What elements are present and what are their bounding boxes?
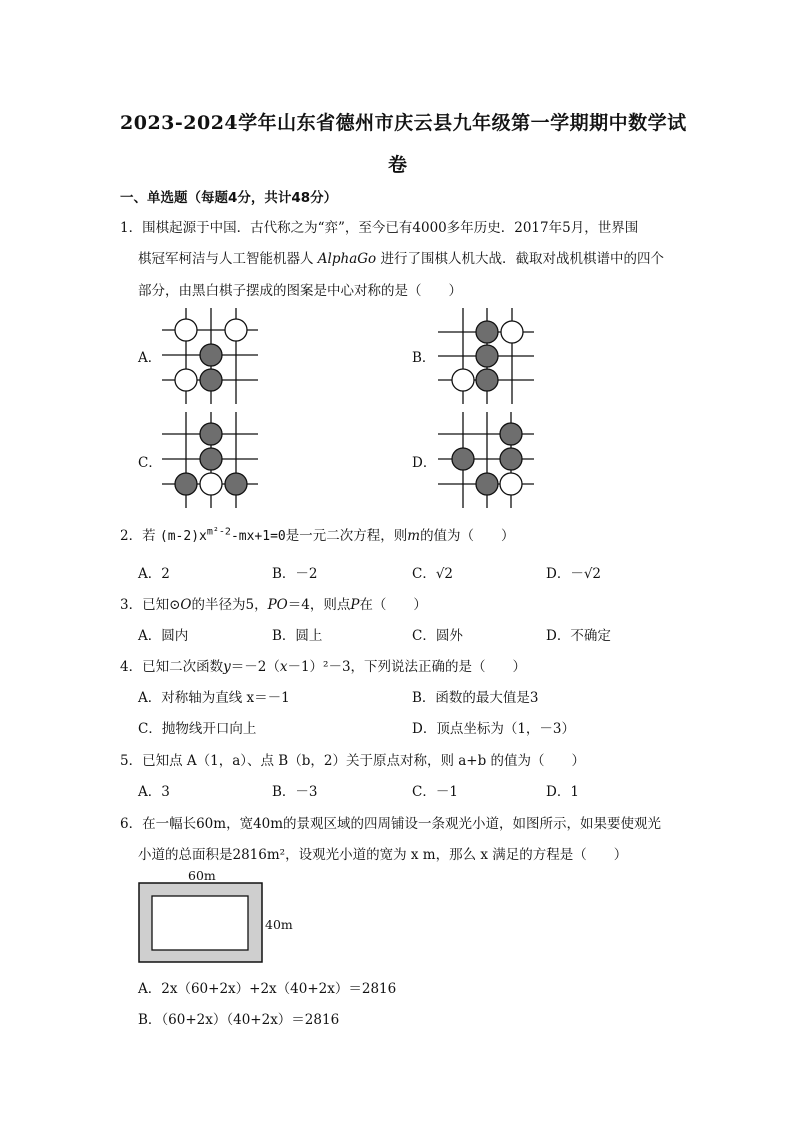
q2-option-d[interactable]: D．－√2	[546, 566, 602, 582]
q3-d: 在（ ）	[359, 597, 427, 613]
q3-option-d[interactable]: D．不确定	[546, 628, 611, 644]
q3-o: O	[180, 597, 192, 613]
white-stone	[500, 473, 522, 495]
q4-option-c[interactable]: C．抛物线开口向上	[138, 721, 257, 737]
black-stone	[452, 448, 474, 470]
q3-stem	[120, 593, 427, 613]
q5-option-d[interactable]: D．1	[546, 784, 579, 800]
go-board-a	[162, 308, 258, 404]
q5-option-c[interactable]: C．－1	[412, 784, 458, 800]
q2-stem	[120, 524, 515, 544]
go-board-d	[438, 412, 534, 508]
q2-eq-rest: -mx+1=0	[230, 529, 286, 544]
q6-line2: 小道的总面积是2816m²，设观光小道的宽为 x m，那么 x 满足的方程是（ ）	[138, 847, 628, 863]
q1-line2-c: 进行了围棋人机大战．截取对战机棋谱中的四个	[376, 251, 664, 267]
q2-eq-exp: m²-2	[206, 526, 231, 538]
white-stone	[452, 369, 474, 391]
black-stone	[476, 473, 498, 495]
q4-y: y	[223, 659, 231, 675]
white-stone	[501, 321, 523, 343]
q5-option-b[interactable]: B．－3	[272, 784, 318, 800]
black-stone	[476, 369, 498, 391]
black-stone	[500, 423, 522, 445]
q6-line1: 6．在一幅长60m，宽40m的景观区域的四周铺设一条观光小道，如图所示，如果要使观光	[120, 816, 662, 832]
q2-suffix-b: 的值为（ ）	[420, 528, 515, 544]
white-stone	[175, 319, 197, 341]
black-stone	[476, 345, 498, 367]
page-title-cont: 卷	[388, 154, 408, 176]
q2-option-b[interactable]: B．－2	[272, 566, 318, 582]
q1-option-d-label[interactable]: D．	[412, 455, 437, 471]
black-stone	[200, 369, 222, 391]
q1-option-c-label[interactable]: C．	[138, 455, 162, 471]
q6-fig-right-label: 40m	[265, 917, 293, 932]
q4-option-b[interactable]: B．函数的最大值是3	[412, 690, 539, 706]
go-board-b	[438, 308, 534, 404]
black-stone	[200, 423, 222, 445]
page-title: 2023-2024学年山东省德州市庆云县九年级第一学期期中数学试	[120, 112, 687, 134]
q4-option-a[interactable]: A．对称轴为直线 x＝－1	[138, 690, 290, 706]
q2-suffix-a: 是一元二次方程，则	[285, 528, 408, 544]
q3-option-b[interactable]: B．圆上	[272, 628, 323, 644]
q3-a: 3．已知⊙	[120, 597, 181, 613]
q2-equation	[159, 526, 286, 544]
q2-var-m: m	[407, 528, 421, 544]
black-stone	[225, 473, 247, 495]
q4-a: 4．已知二次函数	[120, 659, 224, 675]
section-header: 一、单选题（每题4分，共计48分）	[120, 190, 338, 206]
q3-option-a[interactable]: A．圆内	[138, 628, 189, 644]
white-stone	[200, 473, 222, 495]
q2-eq-base: (m-2)x	[159, 529, 207, 544]
q3-po: PO	[267, 597, 288, 613]
q5-stem: 5．已知点 A（1，a）、点 B（b，2）关于原点对称，则 a+b 的值为（ ）	[120, 753, 586, 769]
q2-prefix: 2．若	[120, 528, 156, 544]
black-stone	[476, 321, 498, 343]
q1-line2	[138, 247, 664, 267]
black-stone	[500, 448, 522, 470]
q4-option-d[interactable]: D．顶点坐标为（1，－3）	[412, 721, 576, 737]
q1-alphago: AlphaGo	[317, 251, 377, 267]
q2-option-c[interactable]: C．√2	[412, 566, 454, 582]
white-stone	[225, 319, 247, 341]
q4-c: －1）²－3，下列说法正确的是（ ）	[287, 659, 527, 675]
q1-option-b-label[interactable]: B．	[412, 350, 436, 366]
q3-p: P	[350, 597, 360, 613]
white-stone	[175, 369, 197, 391]
q6-option-a[interactable]: A．2x（60+2x）+2x（40+2x）＝2816	[138, 981, 397, 997]
q1-line1: 1．围棋起源于中国．古代称之为“弈”，至今已有4000多年历史．2017年5月，世界围	[120, 220, 639, 236]
q1-option-a-label[interactable]: A．	[138, 350, 162, 366]
q3-c: ＝4，则点	[287, 597, 351, 613]
q2-option-a[interactable]: A．2	[138, 566, 170, 582]
q3-option-c[interactable]: C．圆外	[412, 628, 463, 644]
q4-x: x	[279, 659, 288, 675]
q6-option-b[interactable]: B．（60+2x）（40+2x）＝2816	[138, 1012, 340, 1028]
q1-line3: 部分，由黑白棋子摆成的图案是中心对称的是（ ）	[138, 283, 462, 299]
q5-option-a[interactable]: A．3	[138, 784, 170, 800]
q6-landscape-diagram	[138, 882, 264, 964]
go-board-c	[162, 412, 258, 508]
q1-line2-a: 棋冠军柯洁与人工智能机器人	[138, 251, 318, 267]
black-stone	[200, 448, 222, 470]
q6-fig-top-label: 60m	[188, 868, 216, 883]
black-stone	[200, 344, 222, 366]
q3-b: 的半径为5，	[191, 597, 268, 613]
q4-stem	[120, 655, 526, 675]
black-stone	[175, 473, 197, 495]
q4-b: ＝－2（	[230, 659, 280, 675]
inner-landscape-area	[152, 896, 248, 950]
